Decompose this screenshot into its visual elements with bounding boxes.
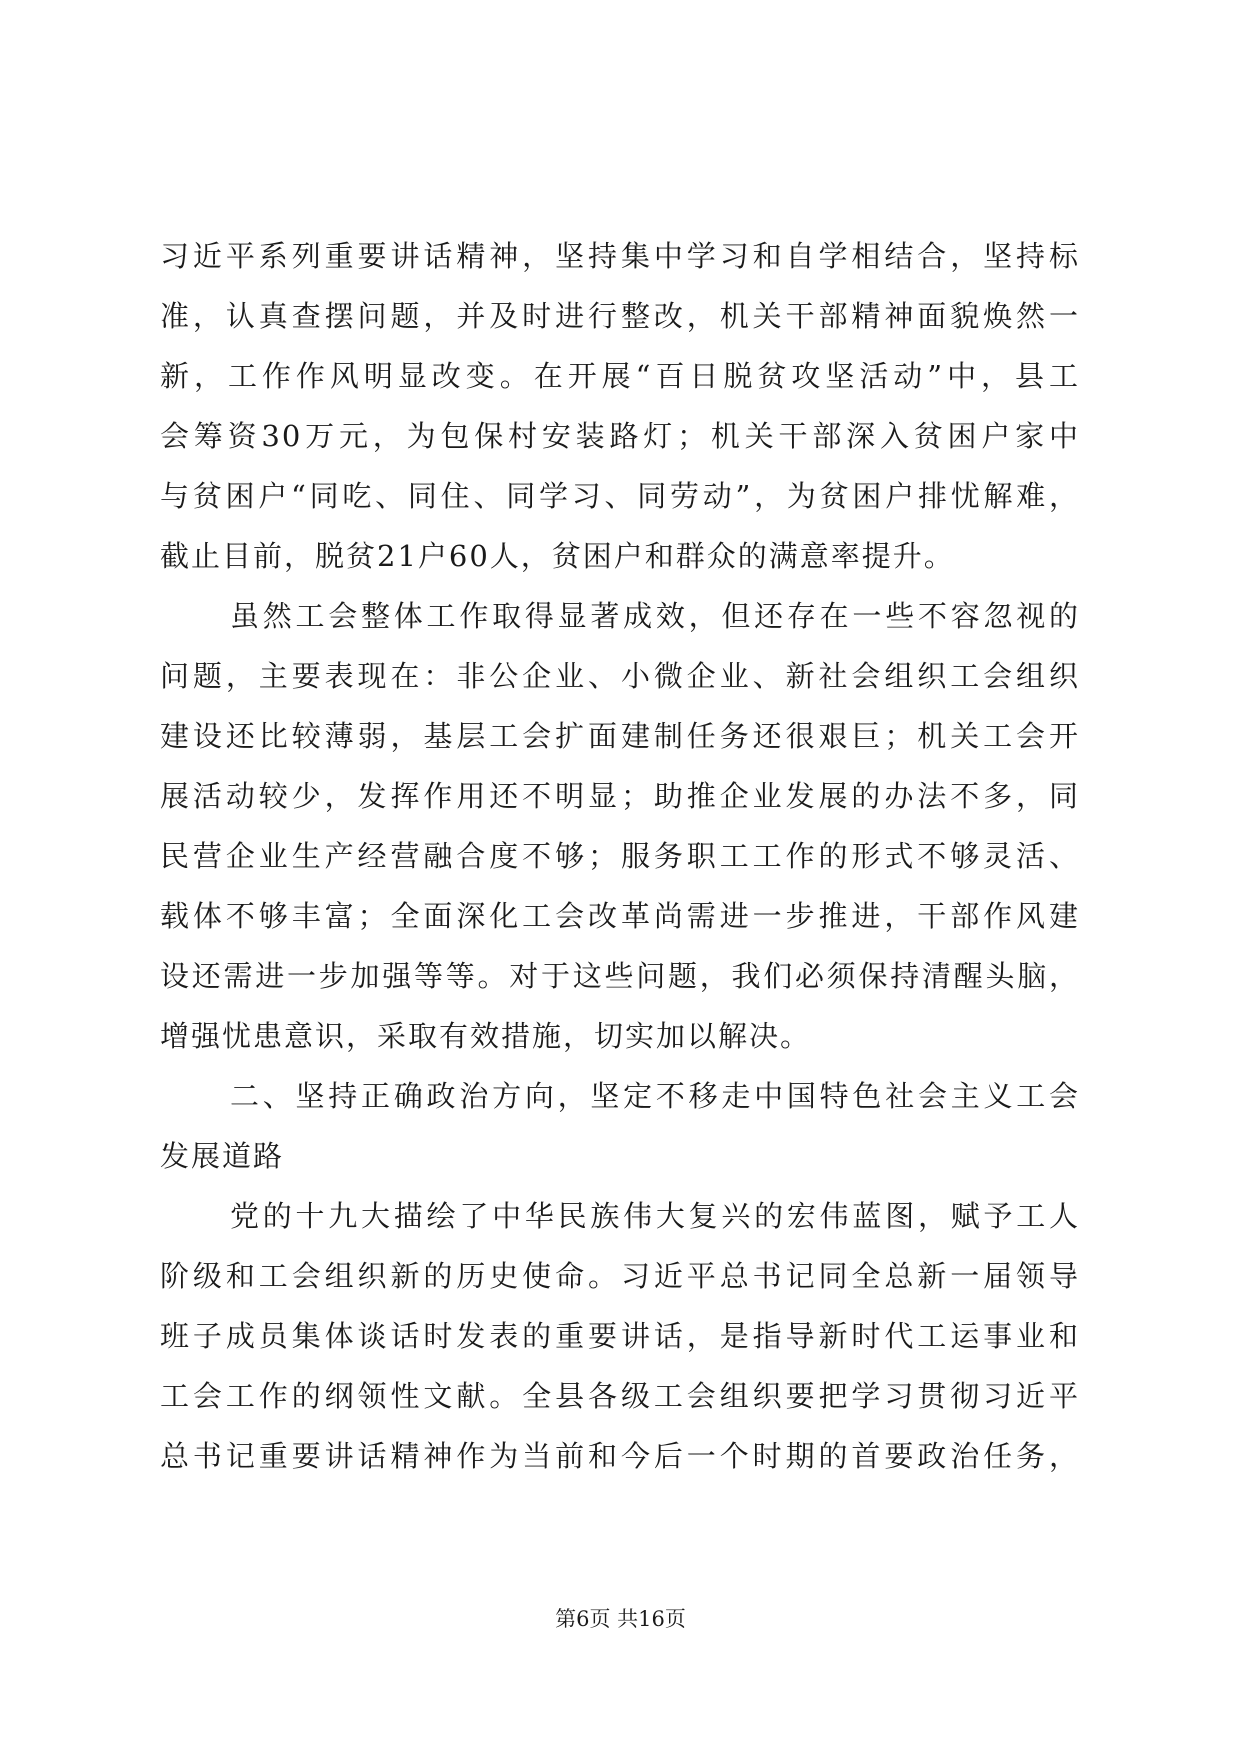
section-heading-line: 二、坚持正确政治方向，坚定不移走中国特色社会主义工会	[230, 1079, 1080, 1113]
text-line: 问题，主要表现在：非公企业、小微企业、新社会组织工会组织	[160, 659, 1080, 693]
text-line: 总书记重要讲话精神作为当前和今后一个时期的首要政治任务，	[160, 1439, 1080, 1473]
text-line: 载体不够丰富；全面深化工会改革尚需进一步推进，干部作风建	[160, 899, 1080, 933]
text-line: 截止目前，脱贫21户60人，贫困户和群众的满意率提升。	[160, 539, 955, 573]
text-line: 与贫困户“同吃、同住、同学习、同劳动”，为贫困户排忧解难，	[160, 479, 1080, 513]
page-number-footer: 第6页 共16页	[555, 1607, 686, 1631]
text-line: 新，工作作风明显改变。在开展“百日脱贫攻坚活动”中，县工	[160, 359, 1080, 393]
text-line: 增强忧患意识，采取有效措施，切实加以解决。	[160, 1019, 812, 1053]
text-line: 准，认真查摆问题，并及时进行整改，机关干部精神面貌焕然一	[160, 299, 1080, 333]
text-line: 会筹资30万元，为包保村安装路灯；机关干部深入贫困户家中	[160, 419, 1080, 453]
text-line: 建设还比较薄弱，基层工会扩面建制任务还很艰巨；机关工会开	[160, 719, 1080, 753]
paragraph-start-line: 党的十九大描绘了中华民族伟大复兴的宏伟蓝图，赋予工人	[230, 1199, 1080, 1233]
text-line: 设还需进一步加强等等。对于这些问题，我们必须保持清醒头脑，	[160, 959, 1080, 993]
document-body	[160, 226, 1080, 1486]
paragraph-start-line: 虽然工会整体工作取得显著成效，但还存在一些不容忽视的	[230, 599, 1080, 633]
text-line: 班子成员集体谈话时发表的重要讲话，是指导新时代工运事业和	[160, 1319, 1080, 1353]
section-heading-line: 发展道路	[160, 1139, 285, 1173]
text-line: 阶级和工会组织新的历史使命。习近平总书记同全总新一届领导	[160, 1259, 1080, 1293]
text-line: 民营企业生产经营融合度不够；服务职工工作的形式不够灵活、	[160, 839, 1080, 873]
text-line: 工会工作的纲领性文献。全县各级工会组织要把学习贯彻习近平	[160, 1379, 1080, 1413]
text-line: 展活动较少，发挥作用还不明显；助推企业发展的办法不多，同	[160, 779, 1080, 813]
text-line: 习近平系列重要讲话精神，坚持集中学习和自学相结合，坚持标	[160, 239, 1080, 273]
